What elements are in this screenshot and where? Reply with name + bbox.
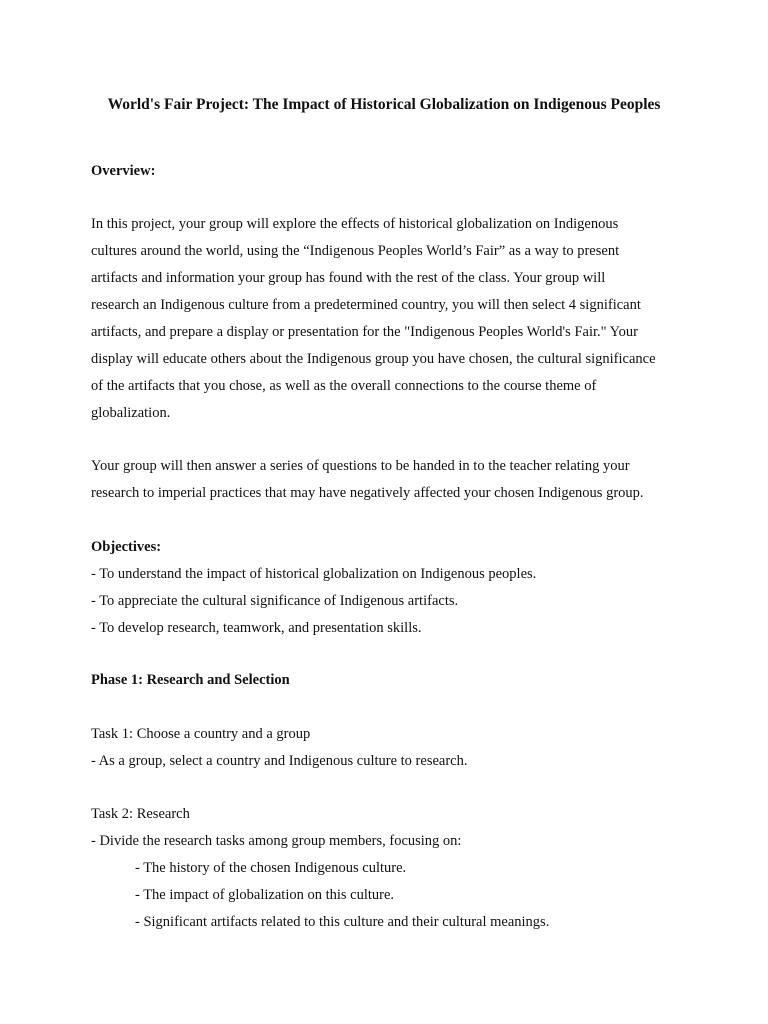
overview-line: display will educate others about the Indigenous group you have chosen, the cultural significance: [91, 351, 656, 367]
task2-intro: - Divide the research tasks among group members, focusing on:: [91, 833, 462, 849]
task1-heading: Task 1: Choose a country and a group: [91, 726, 311, 742]
overview-line: artifacts, and prepare a display or presentation for the "Indigenous Peoples World's Fair." Your: [91, 324, 638, 340]
phase1-heading: Phase 1: Research and Selection: [91, 672, 290, 688]
task2-item: - The history of the chosen Indigenous culture.: [135, 860, 407, 876]
overview-line: In this project, your group will explore the effects of historical globalization on Indigenous: [91, 216, 619, 232]
objective-item: - To develop research, teamwork, and presentation skills.: [91, 620, 422, 636]
task2-item: - Significant artifacts related to this culture and their cultural meanings.: [135, 914, 550, 930]
overview-line: artifacts and information your group has found with the rest of the class. Your group will: [91, 270, 606, 286]
task2-item: - The impact of globalization on this culture.: [135, 887, 395, 903]
objectives-heading: Objectives:: [91, 539, 162, 555]
document-title: World's Fair Project: The Impact of Historical Globalization on Indigenous Peoples: [107, 96, 661, 113]
overview-line: of the artifacts that you chose, as well as the overall connections to the course theme of: [91, 378, 597, 394]
questions-line: Your group will then answer a series of questions to be handed in to the teacher relating your: [91, 458, 630, 474]
overview-heading: Overview:: [91, 163, 156, 179]
task2-heading: Task 2: Research: [91, 806, 190, 822]
overview-line: cultures around the world, using the “Indigenous Peoples World’s Fair” as a way to present: [91, 243, 620, 259]
objective-item: - To understand the impact of historical globalization on Indigenous peoples.: [91, 566, 537, 582]
questions-line: research to imperial practices that may have negatively affected your chosen Indigenous group.: [91, 485, 644, 501]
task1-item: - As a group, select a country and Indigenous culture to research.: [91, 753, 468, 769]
overview-line: globalization.: [91, 405, 171, 421]
objective-item: - To appreciate the cultural significance of Indigenous artifacts.: [91, 593, 459, 609]
overview-line: research an Indigenous culture from a predetermined country, you will then select 4 significant: [91, 297, 641, 313]
